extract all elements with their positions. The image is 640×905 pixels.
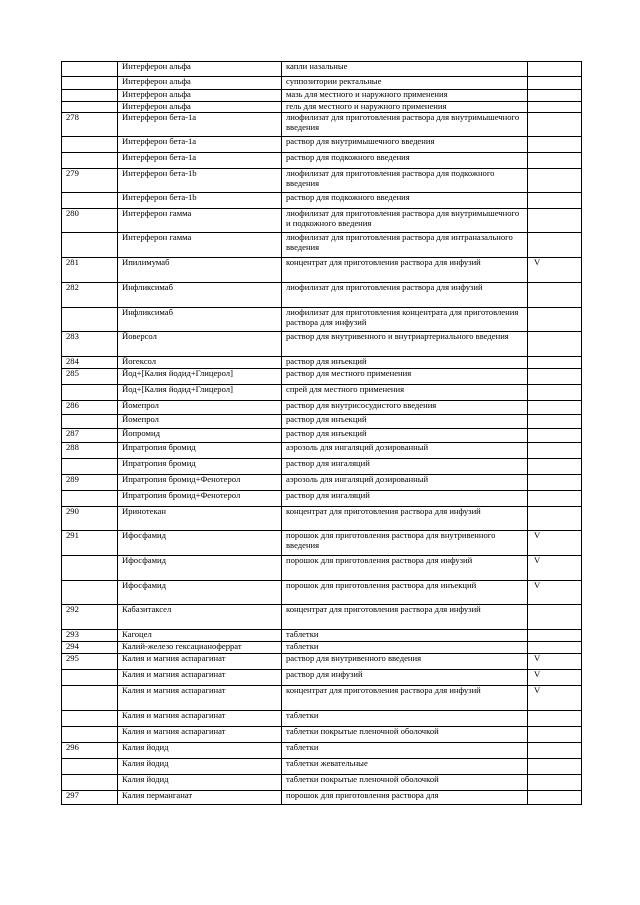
vital-mark-cell: V <box>528 556 582 581</box>
table-row <box>62 283 582 308</box>
row-number-cell: 280 <box>62 209 118 233</box>
table-row <box>62 711 582 727</box>
drug-name-cell: Калия йодид <box>118 759 282 775</box>
dosage-form-cell: гель для местного и наружного применения <box>282 102 528 113</box>
row-number-cell <box>62 137 118 153</box>
drug-name-cell: Йод+[Калия йодид+Глицерол] <box>118 369 282 385</box>
table-row <box>62 401 582 415</box>
table-row <box>62 102 582 113</box>
table-row <box>62 556 582 581</box>
drug-name-cell: Инфликсимаб <box>118 308 282 332</box>
table-row <box>62 258 582 283</box>
table-row <box>62 531 582 556</box>
vital-mark-cell <box>528 153 582 169</box>
row-number-cell <box>62 581 118 605</box>
table-row <box>62 332 582 357</box>
table-row <box>62 727 582 743</box>
dosage-form-cell: лиофилизат для приготовления раствора для внутримышечного и подкожного введения <box>282 209 528 233</box>
drug-name-cell: Калия йодид <box>118 775 282 791</box>
vital-mark-cell <box>528 743 582 759</box>
dosage-form-cell: лиофилизат для приготовления концентрата для приготовления раствора для инфузий <box>282 308 528 332</box>
table-row <box>62 169 582 193</box>
row-number-cell <box>62 727 118 743</box>
dosage-form-cell: капли назальные <box>282 62 528 77</box>
dosage-form-cell: таблетки жевательные <box>282 759 528 775</box>
drug-name-cell: Интерферон альфа <box>118 77 282 90</box>
vital-mark-cell <box>528 369 582 385</box>
row-number-cell: 297 <box>62 791 118 805</box>
table-row <box>62 209 582 233</box>
drug-name-cell: Йомепрол <box>118 415 282 429</box>
dosage-form-cell: лиофилизат для приготовления раствора для внутримышечного введения <box>282 113 528 137</box>
table-row <box>62 62 582 77</box>
dosage-form-cell: раствор для внутривенного введения <box>282 654 528 670</box>
dosage-form-cell: таблетки покрытые пленочной оболочкой <box>282 775 528 791</box>
drug-name-cell: Интерферон альфа <box>118 102 282 113</box>
table-row <box>62 491 582 507</box>
vital-mark-cell <box>528 137 582 153</box>
dosage-form-cell: аэрозоль для ингаляций дозированный <box>282 443 528 459</box>
document-page <box>61 61 581 805</box>
row-number-cell <box>62 153 118 169</box>
dosage-form-cell: таблетки <box>282 630 528 642</box>
vital-mark-cell <box>528 711 582 727</box>
vital-mark-cell <box>528 415 582 429</box>
dosage-form-cell: таблетки <box>282 642 528 654</box>
row-number-cell: 282 <box>62 283 118 308</box>
dosage-form-cell: раствор для инъекций <box>282 357 528 369</box>
row-number-cell <box>62 193 118 209</box>
vital-mark-cell: V <box>528 531 582 556</box>
vital-mark-cell <box>528 459 582 475</box>
vital-mark-cell <box>528 791 582 805</box>
drug-name-cell: Калия и магния аспарагинат <box>118 727 282 743</box>
vital-mark-cell <box>528 429 582 443</box>
vital-mark-cell <box>528 642 582 654</box>
table-row <box>62 475 582 491</box>
vital-mark-cell <box>528 759 582 775</box>
row-number-cell: 287 <box>62 429 118 443</box>
drug-name-cell: Интерферон бета-1a <box>118 153 282 169</box>
drug-name-cell: Йод+[Калия йодид+Глицерол] <box>118 385 282 401</box>
drug-name-cell: Калий-железо гексацианоферрат <box>118 642 282 654</box>
vital-mark-cell <box>528 62 582 77</box>
row-number-cell: 295 <box>62 654 118 670</box>
table-row <box>62 153 582 169</box>
row-number-cell: 291 <box>62 531 118 556</box>
table-row <box>62 743 582 759</box>
row-number-cell: 292 <box>62 605 118 630</box>
drug-table <box>61 61 582 805</box>
table-row <box>62 429 582 443</box>
table-row <box>62 507 582 531</box>
drug-name-cell: Йоверсол <box>118 332 282 357</box>
vital-mark-cell <box>528 507 582 531</box>
row-number-cell <box>62 308 118 332</box>
dosage-form-cell: раствор для ингаляций <box>282 491 528 507</box>
drug-name-cell: Калия и магния аспарагинат <box>118 670 282 686</box>
table-row <box>62 670 582 686</box>
dosage-form-cell: порошок для приготовления раствора для инфузий <box>282 556 528 581</box>
table-row <box>62 308 582 332</box>
drug-name-cell: Ифосфамид <box>118 531 282 556</box>
vital-mark-cell <box>528 90 582 102</box>
dosage-form-cell: лиофилизат для приготовления раствора для подкожного введения <box>282 169 528 193</box>
drug-name-cell: Калия йодид <box>118 743 282 759</box>
row-number-cell: 293 <box>62 630 118 642</box>
row-number-cell: 289 <box>62 475 118 491</box>
row-number-cell: 290 <box>62 507 118 531</box>
row-number-cell: 286 <box>62 401 118 415</box>
vital-mark-cell <box>528 283 582 308</box>
vital-mark-cell <box>528 475 582 491</box>
row-number-cell: 296 <box>62 743 118 759</box>
drug-name-cell: Интерферон альфа <box>118 90 282 102</box>
vital-mark-cell <box>528 605 582 630</box>
dosage-form-cell: концентрат для приготовления раствора для инфузий <box>282 686 528 711</box>
table-row <box>62 357 582 369</box>
drug-name-cell: Интерферон гамма <box>118 209 282 233</box>
table-row <box>62 581 582 605</box>
row-number-cell <box>62 102 118 113</box>
vital-mark-cell <box>528 443 582 459</box>
row-number-cell <box>62 77 118 90</box>
row-number-cell <box>62 459 118 475</box>
drug-name-cell: Ипратропия бромид+Фенотерол <box>118 491 282 507</box>
row-number-cell: 281 <box>62 258 118 283</box>
dosage-form-cell: таблетки <box>282 743 528 759</box>
row-number-cell <box>62 491 118 507</box>
dosage-form-cell: раствор для ингаляций <box>282 459 528 475</box>
drug-name-cell: Калия и магния аспарагинат <box>118 686 282 711</box>
table-row <box>62 90 582 102</box>
vital-mark-cell <box>528 193 582 209</box>
vital-mark-cell <box>528 308 582 332</box>
vital-mark-cell: V <box>528 258 582 283</box>
vital-mark-cell: V <box>528 581 582 605</box>
table-row <box>62 686 582 711</box>
dosage-form-cell: раствор для внутрисосудистого введения <box>282 401 528 415</box>
vital-mark-cell <box>528 357 582 369</box>
row-number-cell <box>62 385 118 401</box>
table-row <box>62 791 582 805</box>
table-row <box>62 193 582 209</box>
dosage-form-cell: раствор для инъекций <box>282 415 528 429</box>
drug-name-cell: Калия и магния аспарагинат <box>118 711 282 727</box>
dosage-form-cell: лиофилизат для приготовления раствора для интраназального введения <box>282 233 528 258</box>
drug-name-cell: Инфликсимаб <box>118 283 282 308</box>
row-number-cell: 279 <box>62 169 118 193</box>
drug-name-cell: Ипратропия бромид <box>118 459 282 475</box>
dosage-form-cell: таблетки покрытые пленочной оболочкой <box>282 727 528 743</box>
vital-mark-cell <box>528 385 582 401</box>
drug-name-cell: Интерферон бета-1b <box>118 193 282 209</box>
drug-name-cell: Интерферон бета-1a <box>118 113 282 137</box>
row-number-cell <box>62 686 118 711</box>
drug-name-cell: Интерферон альфа <box>118 62 282 77</box>
row-number-cell: 283 <box>62 332 118 357</box>
vital-mark-cell <box>528 332 582 357</box>
dosage-form-cell: спрей для местного применения <box>282 385 528 401</box>
table-row <box>62 137 582 153</box>
table-row <box>62 233 582 258</box>
row-number-cell <box>62 775 118 791</box>
table-row <box>62 642 582 654</box>
vital-mark-cell <box>528 775 582 791</box>
row-number-cell <box>62 556 118 581</box>
row-number-cell <box>62 415 118 429</box>
vital-mark-cell <box>528 209 582 233</box>
drug-name-cell: Кабазитаксел <box>118 605 282 630</box>
dosage-form-cell: концентрат для приготовления раствора для инфузий <box>282 605 528 630</box>
table-row <box>62 775 582 791</box>
dosage-form-cell: раствор для подкожного введения <box>282 153 528 169</box>
dosage-form-cell: порошок для приготовления раствора для <box>282 791 528 805</box>
drug-name-cell: Ифосфамид <box>118 556 282 581</box>
table-row <box>62 459 582 475</box>
dosage-form-cell: порошок для приготовления раствора для инъекций <box>282 581 528 605</box>
dosage-form-cell: мазь для местного и наружного применения <box>282 90 528 102</box>
row-number-cell: 284 <box>62 357 118 369</box>
drug-name-cell: Ипилимумаб <box>118 258 282 283</box>
drug-name-cell: Ифосфамид <box>118 581 282 605</box>
dosage-form-cell: суппозитории ректальные <box>282 77 528 90</box>
dosage-form-cell: аэрозоль для ингаляций дозированный <box>282 475 528 491</box>
dosage-form-cell: концентрат для приготовления раствора для инфузий <box>282 507 528 531</box>
drug-name-cell: Ипратропия бромид+Фенотерол <box>118 475 282 491</box>
dosage-form-cell: раствор для инфузий <box>282 670 528 686</box>
table-row <box>62 77 582 90</box>
table-row <box>62 605 582 630</box>
row-number-cell: 285 <box>62 369 118 385</box>
vital-mark-cell <box>528 727 582 743</box>
dosage-form-cell: раствор для внутримышечного введения <box>282 137 528 153</box>
drug-name-cell: Калия и магния аспарагинат <box>118 654 282 670</box>
vital-mark-cell <box>528 77 582 90</box>
dosage-form-cell: лиофилизат для приготовления раствора для инфузий <box>282 283 528 308</box>
dosage-form-cell: порошок для приготовления раствора для внутривенного введения <box>282 531 528 556</box>
dosage-form-cell: раствор для подкожного введения <box>282 193 528 209</box>
table-row <box>62 443 582 459</box>
vital-mark-cell: V <box>528 686 582 711</box>
drug-name-cell: Интерферон гамма <box>118 233 282 258</box>
row-number-cell <box>62 670 118 686</box>
table-row <box>62 759 582 775</box>
vital-mark-cell: V <box>528 670 582 686</box>
drug-name-cell: Кагоцел <box>118 630 282 642</box>
drug-table-body <box>62 62 582 805</box>
drug-name-cell: Ипратропия бромид <box>118 443 282 459</box>
drug-name-cell: Калия перманганат <box>118 791 282 805</box>
vital-mark-cell <box>528 169 582 193</box>
row-number-cell <box>62 759 118 775</box>
vital-mark-cell <box>528 491 582 507</box>
row-number-cell <box>62 90 118 102</box>
vital-mark-cell: V <box>528 654 582 670</box>
vital-mark-cell <box>528 401 582 415</box>
dosage-form-cell: таблетки <box>282 711 528 727</box>
drug-name-cell: Йопромид <box>118 429 282 443</box>
table-row <box>62 654 582 670</box>
row-number-cell <box>62 233 118 258</box>
table-row <box>62 369 582 385</box>
vital-mark-cell <box>528 630 582 642</box>
row-number-cell: 288 <box>62 443 118 459</box>
dosage-form-cell: раствор для внутривенного и внутриартериального введения <box>282 332 528 357</box>
table-row <box>62 113 582 137</box>
drug-name-cell: Йомепрол <box>118 401 282 415</box>
vital-mark-cell <box>528 102 582 113</box>
table-row <box>62 630 582 642</box>
dosage-form-cell: раствор для инъекций <box>282 429 528 443</box>
row-number-cell: 278 <box>62 113 118 137</box>
vital-mark-cell <box>528 113 582 137</box>
table-row <box>62 415 582 429</box>
drug-name-cell: Интерферон бета-1a <box>118 137 282 153</box>
dosage-form-cell: концентрат для приготовления раствора для инфузий <box>282 258 528 283</box>
drug-name-cell: Интерферон бета-1b <box>118 169 282 193</box>
row-number-cell <box>62 62 118 77</box>
dosage-form-cell: раствор для местного применения <box>282 369 528 385</box>
drug-name-cell: Йогексол <box>118 357 282 369</box>
table-row <box>62 385 582 401</box>
drug-name-cell: Иринотекан <box>118 507 282 531</box>
vital-mark-cell <box>528 233 582 258</box>
row-number-cell: 294 <box>62 642 118 654</box>
row-number-cell <box>62 711 118 727</box>
